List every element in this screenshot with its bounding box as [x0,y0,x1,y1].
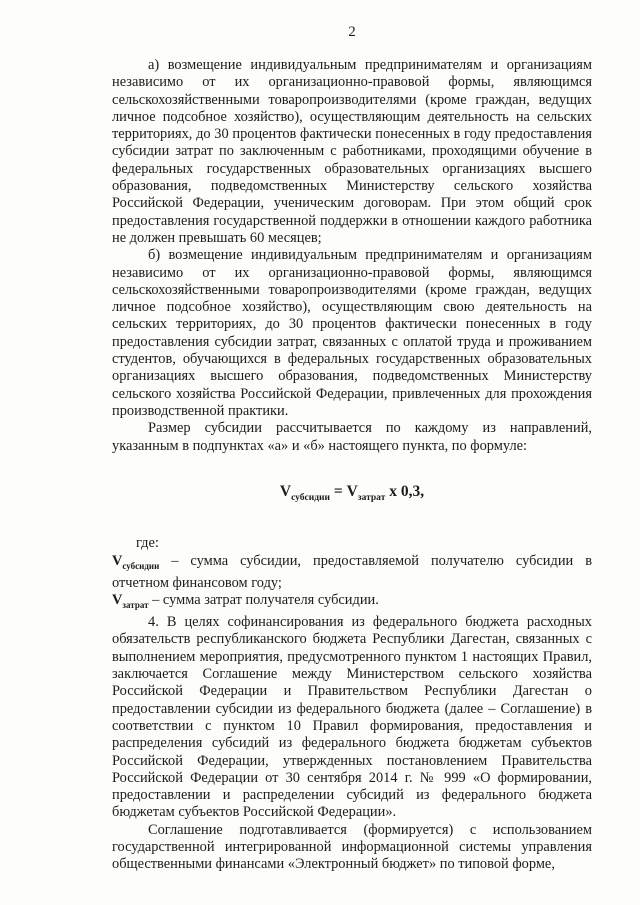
subsidy-formula [112,483,592,507]
formula-rest: х 0,3, [385,482,425,500]
definition-symbol: V [112,591,123,608]
definition-subsidy [112,553,592,592]
definition-text: – сумма субсидии, предоставляемой получателю субсидии в отчетном финансовом году; [112,552,592,591]
paragraph-4: 4. В целях софинансирования из федерального бюджета расходных обязательств республиканского бюджета Республики Дагестан, связанных с выполнением мероприятия, предусмотренного пунктом 1 настоящих Правил, заключается Соглашение между Министерством сельского хозяйства Российской Федерации и Правительством Республики Дагестан о предоставлении субсидии из федерального бюджета (далее – Соглашение) в соответствии с пунктом 10 Правил формирования, предоставления и распределения субсидий из федерального бюджета бюджетам субъектов Российской Федерации, утвержденных постановлением Правительства Российской Федерации от 30 сентября 2014 г. № 999 «О формировании, предоставлении и распределении субсидий из федерального бюджета бюджетам субъектов Российской Федерации». [112,614,592,821]
paragraph-agreement: Соглашение подготавливается (формируется) с использованием государственной интегрированной информационной системы управления общественными финансами «Электронный бюджет» по типовой форме, [112,821,592,873]
where-label: где: [136,535,159,552]
formula-v-costs: V [346,482,358,500]
formula-sub-costs: затрат [357,492,386,503]
definition-text: – сумма затрат получателя субсидии. [148,591,379,608]
paragraph-a: а) возмещение индивидуальным предпринимателям и организациям независимо от их организационно-правовой формы, являющимся сельскохозяйственными товаропроизводителями (кроме граждан, ведущих личное подсобное хозяйство), осуществляющим деятельность на сельских территориях, до 30 процентов фактически понесенных в году предоставления субсидии затрат по заключенным с работниками, проходящими обучение в федеральных государственных образовательных организациях высшего образования, подведомственных Министерству сельского хозяйства Российской Федерации, ученическим договорам. При этом общий срок предоставления государственной поддержки в отношении каждого работника не должен превышать 60 месяцев; [112,57,592,246]
definition-costs [112,592,592,614]
paragraph-subsidy-size: Размер субсидии рассчитывается по каждому из направлений, указанным в подпунктах «а» и «б» настоящего пункта, по формуле: [112,420,592,454]
page-number: 2 [348,24,356,40]
definition-symbol: V [112,552,123,569]
definition-subscript: субсидии [122,560,160,571]
formula-sub-subsidy: субсидии [291,492,330,503]
formula-equals: = [330,482,347,500]
definition-subscript: затрат [122,599,149,610]
paragraph-b: б) возмещение индивидуальным предпринимателям и организациям независимо от их организационно-правовой формы, являющимся сельскохозяйственными товаропроизводителями (кроме граждан, ведущих личное подсобное хозяйство), осуществляющим свою деятельность на сельских территориях, до 30 процентов фактически понесенных в году предоставления субсидии затрат, связанных с оплатой труда и проживанием студентов, обучающихся в федеральных государственных образовательных организациях высшего образования, подведомственных Министерству сельского хозяйства Российской Федерации, привлеченных для прохождения производственной практики. [112,247,592,419]
formula-v-subsidy: V [279,482,292,500]
